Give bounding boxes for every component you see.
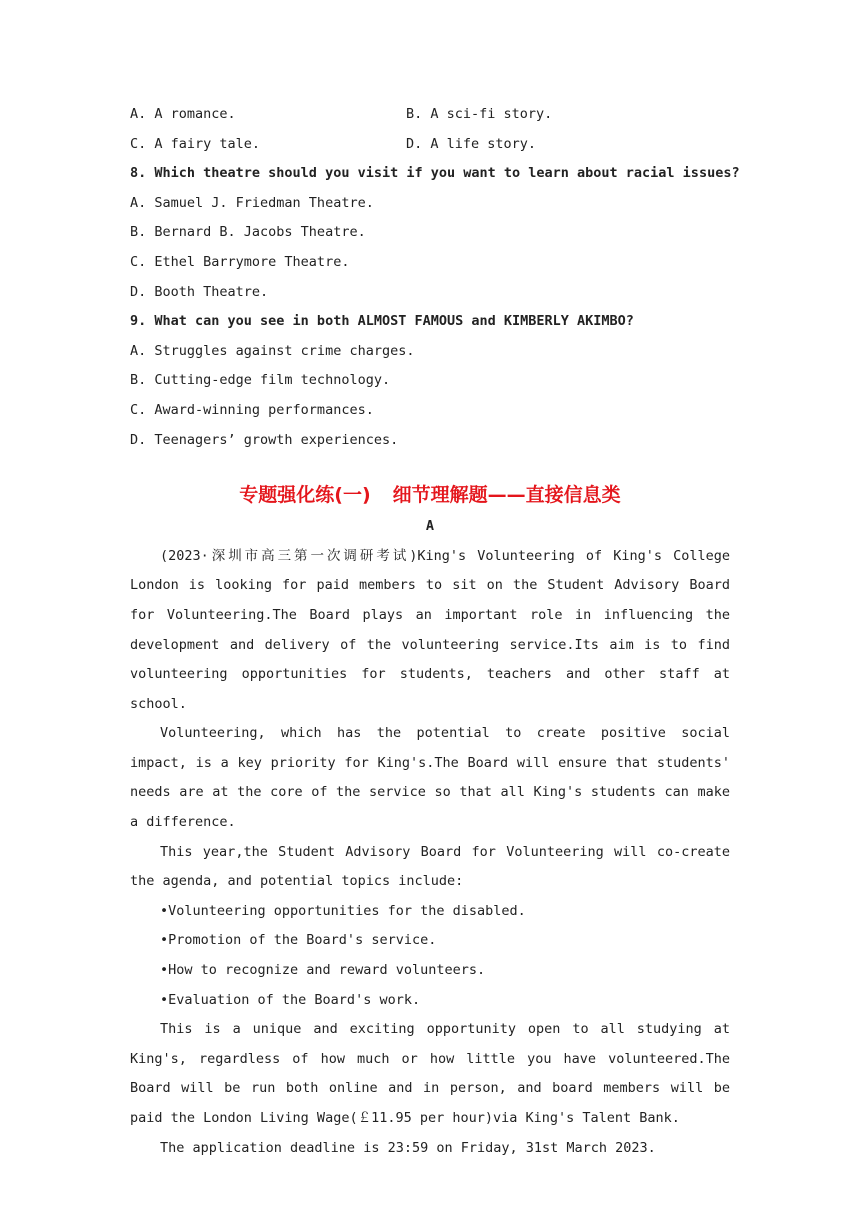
q9-option-b[interactable]: B. Cutting-edge film technology. (130, 372, 391, 389)
q8-question: 8. Which theatre should you visit if you want to learn about racial issues? (130, 165, 740, 182)
passage-label: A (425, 518, 435, 535)
q9-question: 9. What can you see in both ALMOST FAMOUS and KIMBERLY AKIMBO? (130, 313, 634, 330)
topic-bullet-3: •How to recognize and reward volunteers. (160, 962, 486, 979)
q7-option-a[interactable]: A. A romance. (130, 106, 236, 122)
passage-paragraph-1: (2023·深圳市高三第一次调研考试)King's Volunteering of King's College London is looking for paid members to sit on the Student Advisory Board for Volunteering.The Board plays an important role in influencing the development and delivery of the volunteering service.Its aim is to find volunteering opportunities for students, teachers and other staff at school. (130, 547, 730, 712)
q7-options-row-1 (130, 100, 730, 130)
q7-option-d[interactable]: D. A life story. (406, 135, 537, 152)
q8-option-d[interactable]: D. Booth Theatre. (130, 283, 269, 300)
document-page (130, 100, 740, 1163)
section-title-part1: 专题强化练(一) (239, 484, 371, 507)
q9-option-c[interactable]: C. Award-winning performances. (130, 401, 374, 418)
q8-option-b[interactable]: B. Bernard B. Jacobs Theatre. (130, 224, 366, 241)
passage-paragraph-3: This year,the Student Advisory Board for Volunteering will co-create the agenda, and potential topics include: (130, 843, 730, 890)
passage-paragraph-2: Volunteering, which has the potential to create positive social impact, is a key priority for King's.The Board will ensure that students' needs are at the core of the service so that all King's students can make a difference. (130, 725, 730, 831)
q8-option-a[interactable]: A. Samuel J. Friedman Theatre. (130, 194, 374, 211)
q7-options-row-2 (130, 130, 730, 160)
topic-bullet-4: •Evaluation of the Board's work. (160, 991, 421, 1008)
topic-bullet-2: •Promotion of the Board's service. (160, 932, 437, 949)
q8-option-c[interactable]: C. Ethel Barrymore Theatre. (130, 253, 350, 270)
section-title (130, 478, 730, 512)
topic-bullet-1: •Volunteering opportunities for the disabled. (160, 902, 526, 919)
passage-paragraph-4: This is a unique and exciting opportunity open to all studying at King's, regardless of how much or how little you have volunteered.The Board will be run both online and in person, and board members will be paid the London Living Wage(￡11.95 per hour)via King's Talent Bank. (130, 1021, 730, 1126)
section-title-part2: 细节理解题——直接信息类 (392, 484, 621, 507)
q9-option-d[interactable]: D. Teenagers’ growth experiences. (130, 431, 399, 448)
q7-option-b[interactable]: B. A sci-fi story. (406, 106, 553, 122)
passage-paragraph-5: The application deadline is 23:59 on Friday, 31st March 2023. (160, 1139, 656, 1156)
q9-option-a[interactable]: A. Struggles against crime charges. (130, 342, 415, 359)
q7-option-c[interactable]: C. A fairy tale. (130, 135, 261, 152)
